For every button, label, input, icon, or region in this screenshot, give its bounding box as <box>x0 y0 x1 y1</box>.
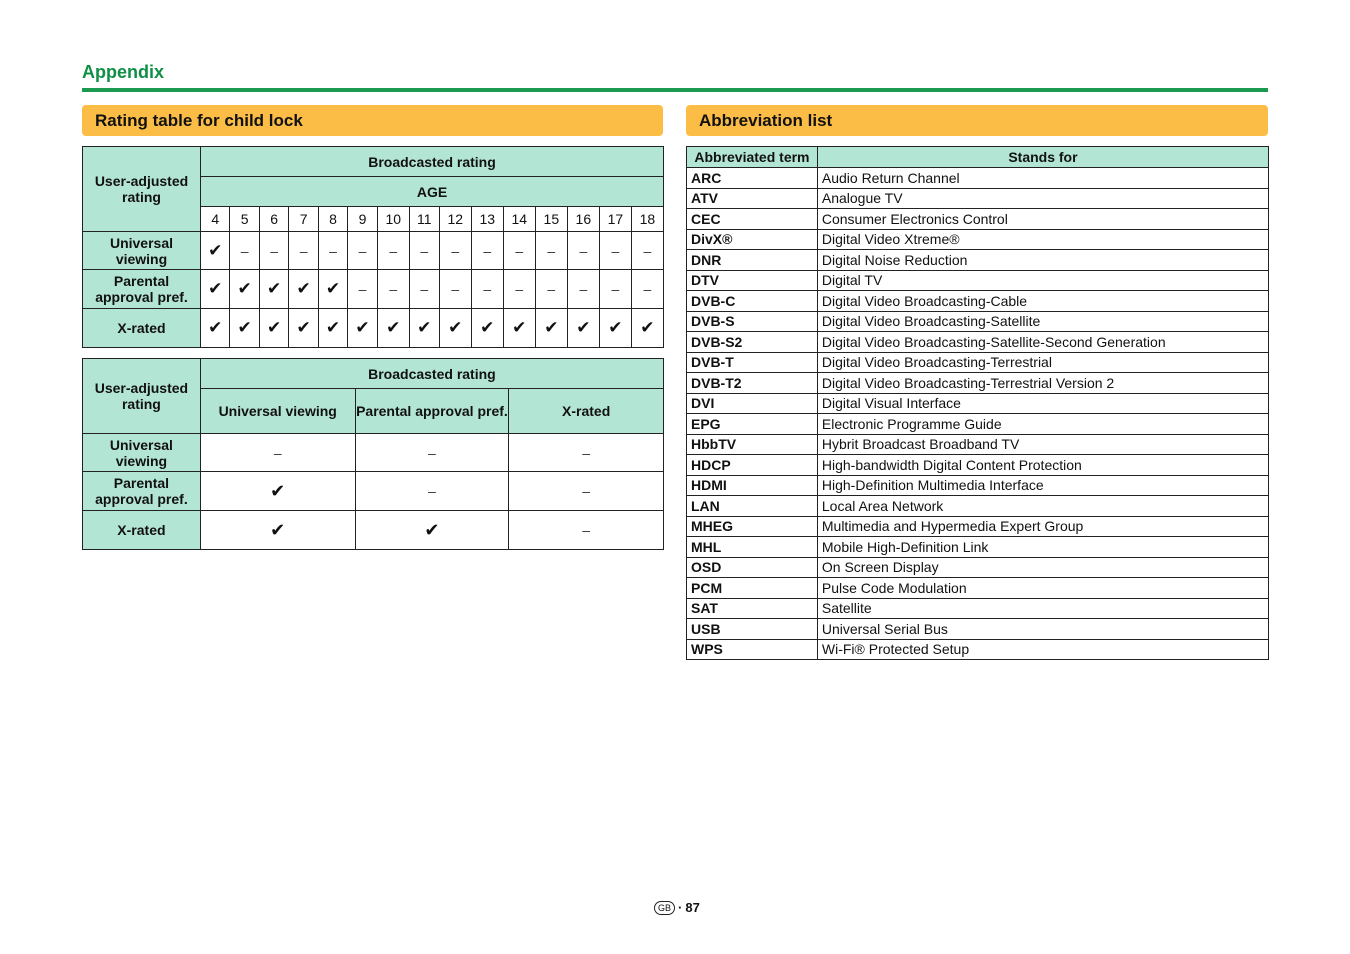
dash-cell: – <box>289 232 318 270</box>
abbreviation-meaning: Digital Video Broadcasting-Terrestrial Version 2 <box>817 373 1268 394</box>
check-icon: ✔ <box>409 309 439 348</box>
check-icon: ✔ <box>259 309 288 348</box>
footer-separator: · <box>678 900 683 915</box>
abbreviation-meaning: Wi-Fi® Protected Setup <box>817 639 1268 660</box>
abbreviation-term: DVB-S2 <box>687 332 818 353</box>
table-row <box>687 393 1269 414</box>
age-cell: 18 <box>631 207 663 232</box>
corner-label: User-adjusted rating <box>83 359 201 434</box>
table-row <box>687 373 1269 394</box>
age-header: AGE <box>201 177 664 207</box>
age-cell: 9 <box>348 207 377 232</box>
table-row <box>687 598 1269 619</box>
abbreviation-meaning: Hybrit Broadcast Broadband TV <box>817 434 1268 455</box>
dash-cell: – <box>599 232 631 270</box>
dash-cell: – <box>355 472 509 511</box>
dash-cell: – <box>230 232 259 270</box>
table-row <box>687 229 1269 250</box>
check-icon: ✔ <box>230 309 259 348</box>
title-divider <box>82 88 1268 92</box>
abbreviation-term: LAN <box>687 496 818 517</box>
table-row <box>687 475 1269 496</box>
check-icon: ✔ <box>535 309 567 348</box>
table-row <box>687 557 1269 578</box>
abbreviation-meaning: Audio Return Channel <box>817 168 1268 189</box>
dash-cell: – <box>631 232 663 270</box>
check-icon: ✔ <box>200 472 355 511</box>
check-icon: ✔ <box>631 309 663 348</box>
check-icon: ✔ <box>289 309 318 348</box>
table-row <box>687 496 1269 517</box>
age-cell: 10 <box>377 207 409 232</box>
table-row <box>83 270 664 309</box>
check-icon: ✔ <box>377 309 409 348</box>
table-row <box>83 511 664 550</box>
dash-cell: – <box>599 270 631 309</box>
dash-cell: – <box>509 472 664 511</box>
column-header: Parental approval pref. <box>355 389 509 434</box>
meaning-column-header: Stands for <box>817 147 1268 168</box>
dash-cell: – <box>631 270 663 309</box>
table-row <box>687 578 1269 599</box>
abbreviation-term: PCM <box>687 578 818 599</box>
abbreviation-meaning: Electronic Programme Guide <box>817 414 1268 435</box>
check-icon: ✔ <box>503 309 535 348</box>
table-row <box>687 311 1269 332</box>
age-cell: 7 <box>289 207 318 232</box>
column-header: Universal viewing <box>200 389 355 434</box>
abbreviation-term: HDCP <box>687 455 818 476</box>
abbreviation-meaning: Digital Video Broadcasting-Satellite <box>817 311 1268 332</box>
check-icon: ✔ <box>471 309 503 348</box>
table-row <box>687 639 1269 660</box>
abbreviation-meaning: Consumer Electronics Control <box>817 209 1268 230</box>
abbreviation-term: DTV <box>687 270 818 291</box>
table-row <box>687 352 1269 373</box>
abbreviation-term: EPG <box>687 414 818 435</box>
abbreviation-term: HbbTV <box>687 434 818 455</box>
abbreviation-meaning: Digital TV <box>817 270 1268 291</box>
dash-cell: – <box>348 232 377 270</box>
dash-cell: – <box>259 232 288 270</box>
abbreviation-term: DVB-C <box>687 291 818 312</box>
abbreviation-term: MHL <box>687 537 818 558</box>
abbreviation-meaning: Pulse Code Modulation <box>817 578 1268 599</box>
dash-cell: – <box>509 434 664 472</box>
table-row <box>687 332 1269 353</box>
dash-cell: – <box>200 434 355 472</box>
dash-cell: – <box>567 270 599 309</box>
table-row <box>687 455 1269 476</box>
dash-cell: – <box>439 270 471 309</box>
abbreviation-meaning: Universal Serial Bus <box>817 619 1268 640</box>
abbreviation-term: DVB-S <box>687 311 818 332</box>
column-header: X-rated <box>509 389 664 434</box>
table-row <box>687 168 1269 189</box>
dash-cell: – <box>377 232 409 270</box>
age-cell: 16 <box>567 207 599 232</box>
age-cell: 11 <box>409 207 439 232</box>
check-icon: ✔ <box>599 309 631 348</box>
check-icon: ✔ <box>201 232 230 270</box>
abbreviation-meaning: Digital Video Broadcasting-Terrestrial <box>817 352 1268 373</box>
dash-cell: – <box>409 232 439 270</box>
table-row <box>83 472 664 511</box>
age-cell: 13 <box>471 207 503 232</box>
page-number: 87 <box>685 900 700 915</box>
age-cell: 14 <box>503 207 535 232</box>
dash-cell: – <box>535 270 567 309</box>
abbreviation-meaning: Local Area Network <box>817 496 1268 517</box>
abbreviation-meaning: High-bandwidth Digital Content Protection <box>817 455 1268 476</box>
age-cell: 12 <box>439 207 471 232</box>
row-label: X-rated <box>83 309 201 348</box>
abbreviation-term: SAT <box>687 598 818 619</box>
dash-cell: – <box>471 232 503 270</box>
dash-cell: – <box>509 511 664 550</box>
table-row <box>687 270 1269 291</box>
check-icon: ✔ <box>318 270 347 309</box>
check-icon: ✔ <box>230 270 259 309</box>
check-icon: ✔ <box>201 309 230 348</box>
check-icon: ✔ <box>201 270 230 309</box>
abbreviation-table <box>686 146 1269 660</box>
abbreviation-meaning: Satellite <box>817 598 1268 619</box>
table-row <box>687 434 1269 455</box>
dash-cell: – <box>567 232 599 270</box>
dash-cell: – <box>439 232 471 270</box>
summary-rating-table <box>82 358 664 550</box>
abbreviation-term: WPS <box>687 639 818 660</box>
table-row <box>687 250 1269 271</box>
abbreviation-term: DVI <box>687 393 818 414</box>
abbreviation-meaning: Digital Visual Interface <box>817 393 1268 414</box>
abbreviation-meaning: High-Definition Multimedia Interface <box>817 475 1268 496</box>
check-icon: ✔ <box>289 270 318 309</box>
abbreviation-term: DVB-T <box>687 352 818 373</box>
row-label: Parental approval pref. <box>83 472 201 511</box>
term-column-header: Abbreviated term <box>687 147 818 168</box>
row-label: Universal viewing <box>83 232 201 270</box>
row-label: X-rated <box>83 511 201 550</box>
page-title: Appendix <box>82 62 165 82</box>
abbreviation-term: MHEG <box>687 516 818 537</box>
table-row <box>687 516 1269 537</box>
age-rating-table <box>82 146 664 348</box>
table-row <box>83 232 664 270</box>
abbreviation-meaning: On Screen Display <box>817 557 1268 578</box>
abbreviation-meaning: Digital Video Broadcasting-Satellite-Second Generation <box>817 332 1268 353</box>
abbreviation-term: USB <box>687 619 818 640</box>
table-row <box>687 188 1269 209</box>
broadcast-header: Broadcasted rating <box>200 359 663 389</box>
page-footer <box>654 900 700 915</box>
table-row <box>687 414 1269 435</box>
abbreviation-term: OSD <box>687 557 818 578</box>
dash-cell: – <box>355 434 509 472</box>
dash-cell: – <box>535 232 567 270</box>
corner-label: User-adjusted rating <box>83 147 201 232</box>
dash-cell: – <box>503 270 535 309</box>
check-icon: ✔ <box>348 309 377 348</box>
abbreviation-section-header: Abbreviation list <box>686 105 1268 136</box>
age-cell: 5 <box>230 207 259 232</box>
check-icon: ✔ <box>355 511 509 550</box>
age-cell: 6 <box>259 207 288 232</box>
dash-cell: – <box>471 270 503 309</box>
broadcast-header: Broadcasted rating <box>201 147 664 177</box>
dash-cell: – <box>318 232 347 270</box>
abbreviation-meaning: Multimedia and Hypermedia Expert Group <box>817 516 1268 537</box>
abbreviation-term: ARC <box>687 168 818 189</box>
abbreviation-term: HDMI <box>687 475 818 496</box>
check-icon: ✔ <box>439 309 471 348</box>
rating-section-header: Rating table for child lock <box>82 105 663 136</box>
dash-cell: – <box>503 232 535 270</box>
abbreviation-term: DNR <box>687 250 818 271</box>
abbreviation-term: DVB-T2 <box>687 373 818 394</box>
abbreviation-term: CEC <box>687 209 818 230</box>
table-row <box>687 209 1269 230</box>
table-row <box>687 537 1269 558</box>
check-icon: ✔ <box>259 270 288 309</box>
table-row <box>687 619 1269 640</box>
abbreviation-meaning: Analogue TV <box>817 188 1268 209</box>
table-row <box>83 434 664 472</box>
table-row <box>687 291 1269 312</box>
abbreviation-term: DivX® <box>687 229 818 250</box>
row-label: Universal viewing <box>83 434 201 472</box>
check-icon: ✔ <box>567 309 599 348</box>
check-icon: ✔ <box>200 511 355 550</box>
abbreviation-meaning: Digital Video Broadcasting-Cable <box>817 291 1268 312</box>
check-icon: ✔ <box>318 309 347 348</box>
abbreviation-meaning: Digital Video Xtreme® <box>817 229 1268 250</box>
dash-cell: – <box>409 270 439 309</box>
age-cell: 4 <box>201 207 230 232</box>
table-row <box>83 309 664 348</box>
region-badge: GB <box>654 901 675 915</box>
dash-cell: – <box>348 270 377 309</box>
age-cell: 15 <box>535 207 567 232</box>
row-label: Parental approval pref. <box>83 270 201 309</box>
abbreviation-meaning: Digital Noise Reduction <box>817 250 1268 271</box>
dash-cell: – <box>377 270 409 309</box>
age-cell: 8 <box>318 207 347 232</box>
abbreviation-term: ATV <box>687 188 818 209</box>
age-cell: 17 <box>599 207 631 232</box>
abbreviation-meaning: Mobile High-Definition Link <box>817 537 1268 558</box>
